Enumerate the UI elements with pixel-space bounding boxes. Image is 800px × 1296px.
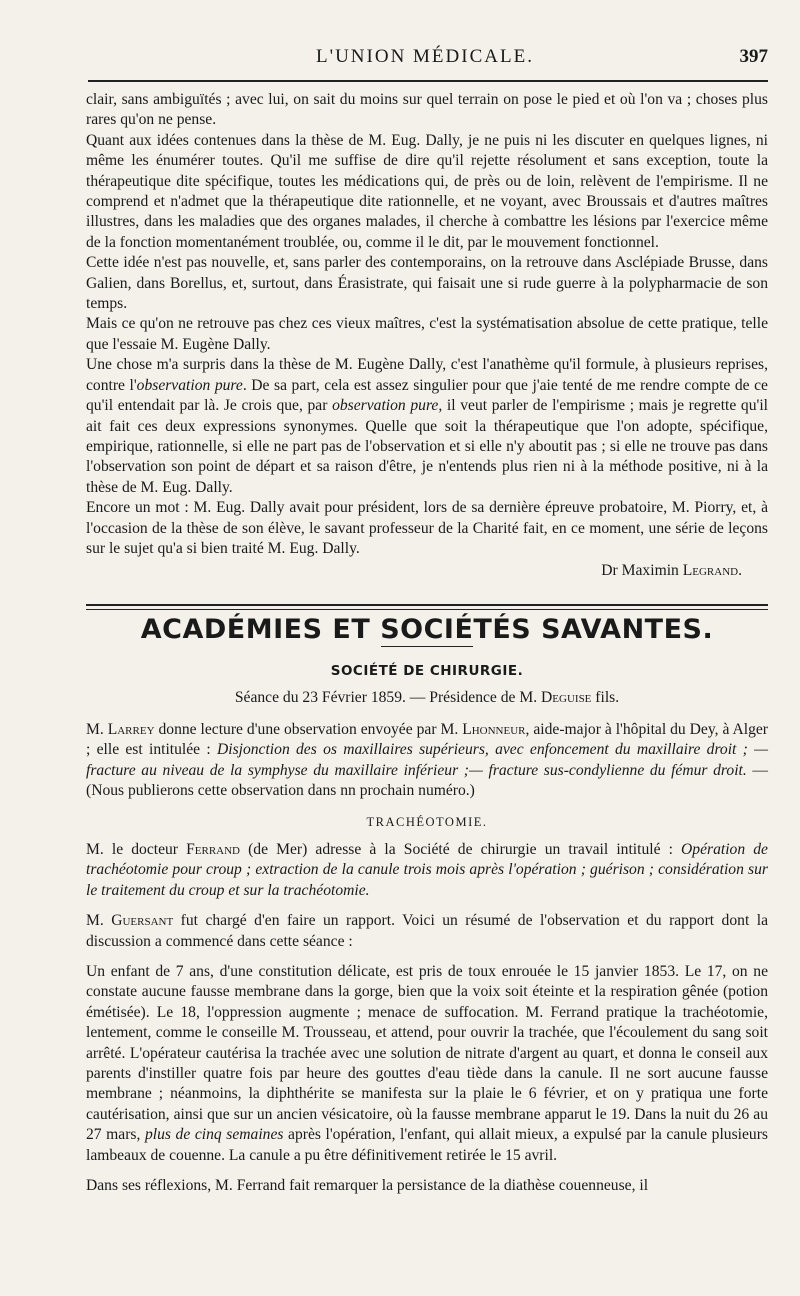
subheading-tracheotomie: TRACHÉOTOMIE. [366,814,488,829]
section-title: ACADÉMIES ET SOCIÉTÉS SAVANTES. [140,613,714,645]
paragraph-last: Dans ses réflexions, M. Ferrand fait remarquer la persistance de la diathèse couenneuse, il [86,1177,649,1195]
paragraph: Cette idée n'est pas nouvelle, et, sans parler des contemporains, on la retrouve dans Asclépiade Brusse, dans Galien, dans Borellus, et, surtout, dans Érasistrate, qui faisait une si rude guerre à la polypharmacie de son temps. [86,254,768,313]
page-number: 397 [739,46,768,67]
society-heading: SOCIÉTÉ DE CHIRURGIE. [330,663,524,680]
page-header [82,44,768,74]
paragraph-larrey: M. Larrey donne lecture d'une observation envoyée par M. Lhonneur, aide-major à l'hôpital du Dey, à Alger ; elle est intitulée : Disjonction des os maxillaires supérieurs, avec enfoncement du maxillaire droit ; — fracture au niveau de la symphyse du maxillaire inférieur ;— fracture sus-condylienne du fémur droit. — (Nous publierons cette observation dans nn prochain numéro.) [86,720,769,800]
paragraph-observation: Une chose m'a surpris dans la thèse de M. Eugène Dally, c'est l'anathème qu'il formule, à plusieurs reprises, contre l'observation pure. De sa part, cela est assez singulier pour que j'aie tenté de me rendre compte de ce qu'il entendait par là. Je crois que, par observation pure, il veut parler de l'empirisme ; mais je regrette qu'il ait fait ces deux expressions synonymes. Quelle que soit la thérapeutique que l'on adopte, spécifique, empirique, rationnelle, si elle ne part pas de l'observation et si elle n'y aboutit pas ; si elle ne trouve pas dans l'observation son point de départ et sa raison d'être, je n'entends plus rien ni à la méthode positive, ni à la thèse de M. Eug. Dally. [86,356,768,496]
section-rule [86,604,768,610]
running-title: L'UNION MÉDICALE. [316,46,534,67]
paragraph: Mais ce qu'on ne retrouve pas chez ces vieux maîtres, c'est la systématisation absolue de cette pratique, telle que l'essaie M. Eugène Dally. [86,315,768,353]
header-rule [88,80,768,82]
signature: Dr Maximin Legrand. [601,562,742,580]
paragraph-guersant: M. Guersant fut chargé d'en faire un rapport. Voici un résumé de l'observation et du rapport dont la discussion a commencé dans cette séance : [86,912,768,950]
paragraph: Quant aux idées contenues dans la thèse de M. Eug. Dally, je ne puis ni les discuter en quelques lignes, ni même les énumérer toutes. Qu'il me suffise de dire qu'il rejette résolument et sans exception, toute la thérapeutique dite spécifique, toutes les médications qui, de près ou de loin, relèvent de l'empirisme. Il ne comprend et n'admet que la thérapeutique dite rationnelle, et ne voyant, avec Broussais et d'autres maîtres illustres, dans les maladies que des organes malades, il cherche à combattre les lésions par l'exercice même de la fonction momentanément troublée, ou, comme il le dit, par le mouvement fonctionnel. [86,131,768,251]
paragraph: clair, sans ambiguïtés ; avec lui, on sait du moins sur quel terrain on pose le pied et où l'on va ; choses plus rares qu'on ne pense. [86,91,768,129]
paragraph-case: Un enfant de 7 ans, d'une constitution délicate, est pris de toux enrouée le 15 janvier 1853. Le 17, on ne constate aucune fausse membrane dans la gorge, bien que la voix soit éteinte et la respiration gênée (potion émétisée). Le 18, l'oppression augmente ; menace de suffocation. M. Ferrand pratique la trachéotomie, lentement, comme le conseille M. Trousseau, et attend, pour ouvrir la trachée, que l'écoulement du sang soit arrêté. L'opérateur cautérisa la trachée avec une solution de nitrate d'argent au quart, et donna le conseil aux parents d'instiller quatre fois par heure des gouttes d'eau tiède dans la canule. Il ne sort aucune fausse membrane ; néanmoins, la diphthérite se manifesta sur la plaie le 6 février, et on y pratiqua une forte cautérisation, ainsi que sur un ancien vésicatoire, où la fausse membrane apparut le 19. Dans la nuit du 26 au 27 mars, plus de cinq semaines après l'opération, l'enfant, qui allait mieux, a expulsé par la canule plusieurs lambeaux de couenne. La canule a pu être définitivement retirée le 15 avril. [86,963,768,1164]
page-body [86,90,768,1197]
seance-line: Séance du 23 Février 1859. — Présidence de M. Deguise fils. [234,688,620,706]
paragraph: Encore un mot : M. Eug. Dally avait pour président, lors de sa dernière épreuve probatoire, M. Piorry, et, à l'occasion de la thèse de son élève, le savant professeur de la Charité fait, en ce moment, une série de leçons sur le sujet qu'a si bien traité M. Eug. Dally. [86,499,768,557]
paragraph-ferrand: M. le docteur Ferrand (de Mer) adresse à la Société de chirurgie un travail intitulé : Opération de trachéotomie pour croup ; extraction de la canule trois mois après l'opération ; guérison ; considération sur le traitement du croup et sur la trachéotomie. [86,841,768,899]
short-rule [381,646,473,647]
